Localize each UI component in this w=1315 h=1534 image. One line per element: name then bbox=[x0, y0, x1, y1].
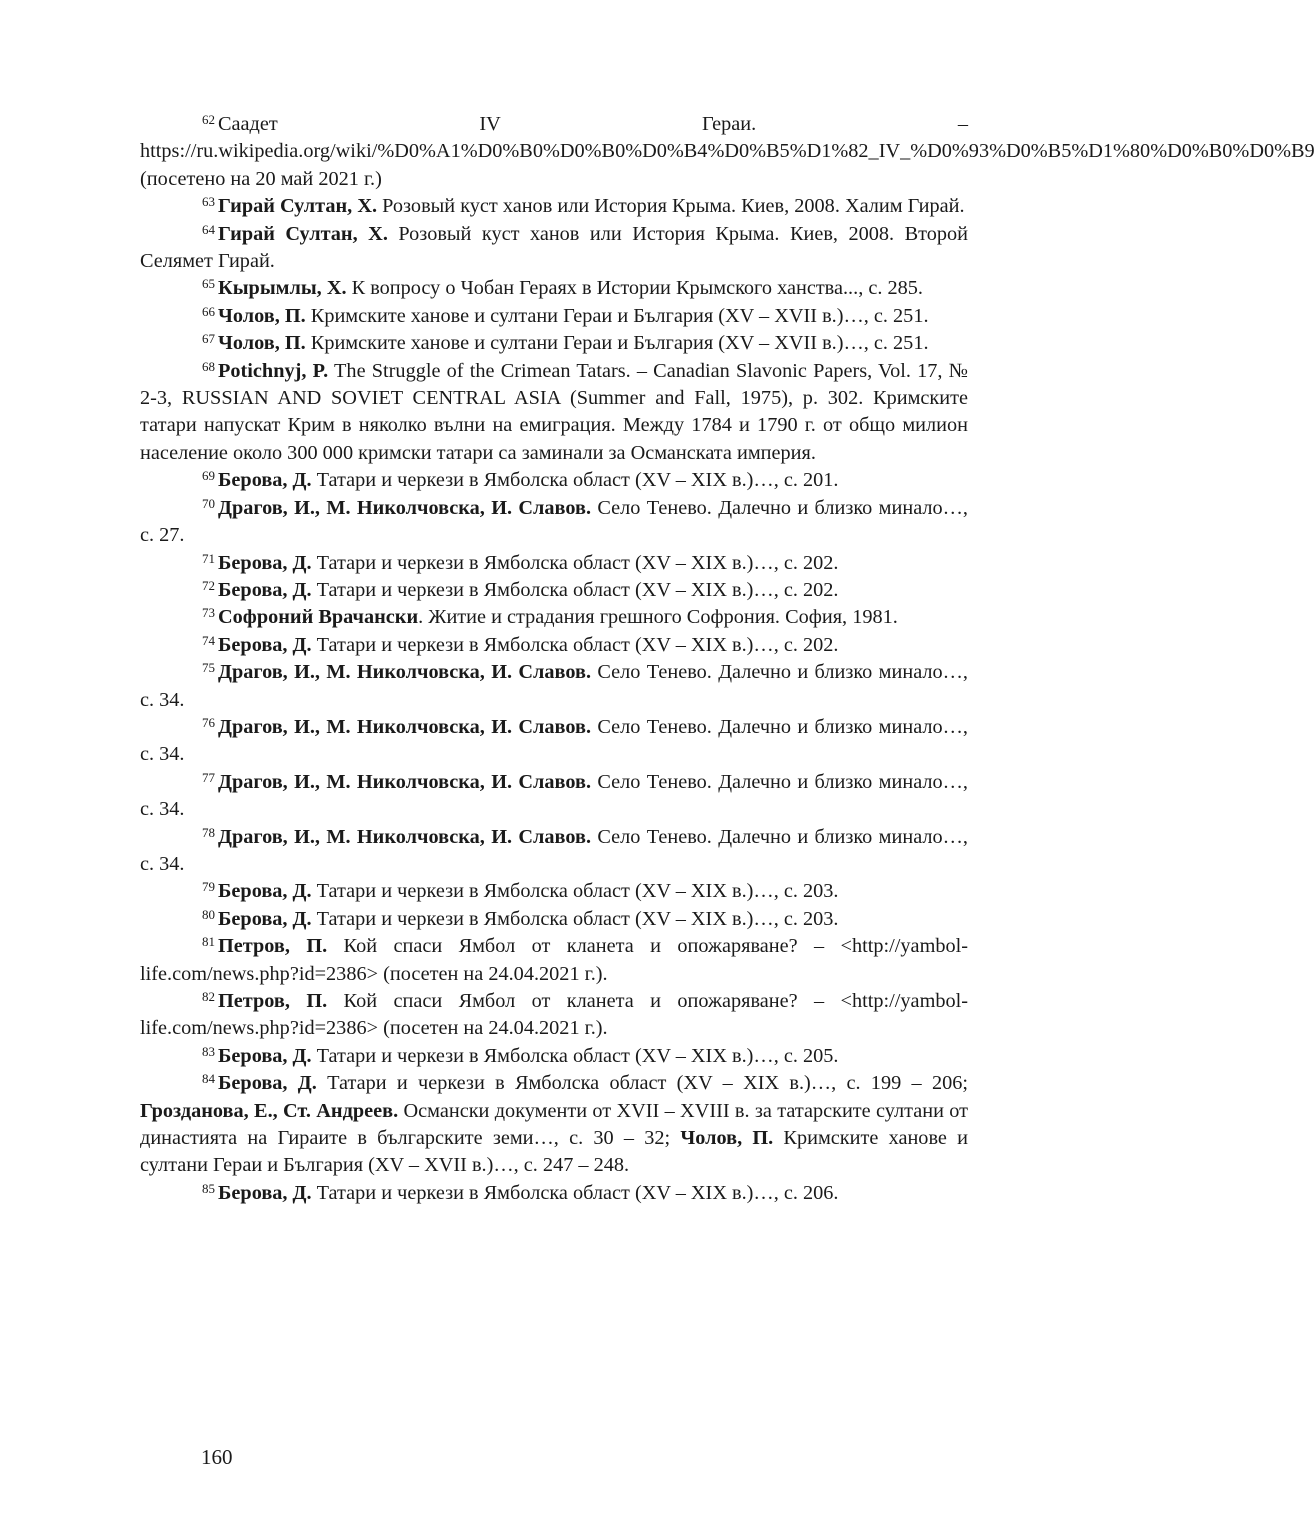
footnote-66 bbox=[140, 303, 968, 330]
footnote-author: Гирай Султан, Х. bbox=[218, 195, 378, 218]
footnote-text: . Житие и страдания грешного Софрония. София, 1981. bbox=[418, 606, 898, 629]
footnote-78 bbox=[140, 824, 968, 879]
footnote-72 bbox=[140, 577, 968, 604]
footnote-text: Татари и черкези в Ямболска област (XV – XIX в.)…, с. 202. bbox=[311, 633, 839, 656]
footnote-73 bbox=[140, 604, 968, 631]
footnote-number: 70 bbox=[202, 495, 215, 511]
footnote-author: Драгов, И., М. Николчовска, И. Славов. bbox=[218, 715, 592, 738]
footnote-author: Potichnyj, P. bbox=[218, 359, 329, 382]
footnote-author: Гирай Султан, Х. bbox=[218, 222, 388, 245]
footnote-text: Кой спаси Ямбол от кланета и опожаряване? – <http://yambol-life.com/news.php?id=2386> (посетен на 24.04.2021 г.). bbox=[140, 990, 969, 1040]
footnote-63 bbox=[140, 193, 968, 220]
footnote-number: 81 bbox=[202, 934, 215, 950]
footnote-74 bbox=[140, 632, 968, 659]
footnote-text: Татари и черкези в Ямболска област (XV – XIX в.)…, с. 202. bbox=[311, 578, 839, 601]
footnote-number: 63 bbox=[202, 194, 215, 210]
footnote-number: 82 bbox=[202, 989, 215, 1004]
footnote-85 bbox=[140, 1180, 968, 1207]
footnote-number: 76 bbox=[202, 714, 215, 730]
footnote-76 bbox=[140, 714, 968, 769]
footnote-number: 69 bbox=[202, 468, 215, 484]
footnote-number: 68 bbox=[202, 358, 215, 374]
footnote-author: Берова, Д. bbox=[218, 880, 312, 903]
footnote-author: Петров, П. bbox=[218, 990, 328, 1012]
footnote-65 bbox=[140, 275, 968, 302]
footnote-number: 72 bbox=[202, 577, 215, 593]
footnote-82 bbox=[140, 988, 968, 1043]
footnote-number: 79 bbox=[202, 879, 215, 895]
footnote-number: 84 bbox=[202, 1071, 215, 1087]
footnote-text: Османски документи от XVII – XVIII в. за татарските султани от династията на Гираите в българските земи…, с. 30 – 32; bbox=[140, 1099, 968, 1150]
footnote-84 bbox=[140, 1070, 968, 1180]
footnote-number: 80 bbox=[202, 906, 215, 922]
footnote-author: Чолов, П. bbox=[680, 1127, 774, 1150]
footnote-text: Село Тенево. Далечно и близко минало…, с. 34. bbox=[140, 770, 968, 821]
footnote-author: Петров, П. bbox=[218, 935, 328, 958]
footnote-text: Розовый куст ханов или История Крыма. Киев, 2008. Второй Селямет Гирай. bbox=[140, 222, 968, 273]
footnote-81 bbox=[140, 933, 968, 988]
footnote-text: Кримските ханове и султани Гераи и България (XV – XVII в.)…, с. 247 – 248. bbox=[140, 1127, 968, 1177]
footnote-text: Татари и черкези в Ямболска област (XV – XIX в.)…, с. 199 – 206; bbox=[316, 1072, 968, 1095]
footnote-author: Берова, Д. bbox=[218, 469, 312, 492]
footnote-text: Село Тенево. Далечно и близко минало…, с. 34. bbox=[140, 661, 968, 711]
footnotes-block bbox=[140, 111, 1315, 1207]
footnote-author: Кырымлы, Х. bbox=[218, 277, 347, 300]
footnote-text: Саадет IV Гераи. – https://ru.wikipedia.org/wiki/%D0%A1%D0%B0%D0%B0%D0%B4%D0%B5%D1%82_IV_%D0%93%D0%B5%D1%80%D0%B0%D0%B9 (посетено на 20 май 2021 г.) bbox=[140, 113, 1315, 190]
footnote-number: 75 bbox=[202, 660, 215, 676]
footnote-text: Татари и черкези в Ямболска област (XV – XIX в.)…, с. 206. bbox=[311, 1181, 839, 1204]
footnote-author: Драгов, И., М. Николчовска, И. Славов. bbox=[218, 825, 592, 848]
footnote-text: Село Тенево. Далечно и близко минало…, с. 34. bbox=[140, 715, 968, 766]
footnote-text: Татари и черкези в Ямболска област (XV – XIX в.)…, с. 205. bbox=[311, 1044, 839, 1067]
footnote-number: 77 bbox=[202, 769, 215, 785]
footnote-author: Чолов, П. bbox=[218, 332, 306, 355]
footnote-text: Кримските ханове и султани Гераи и България (XV – XVII в.)…, с. 251. bbox=[305, 332, 929, 355]
footnote-number: 74 bbox=[202, 632, 215, 648]
footnote-number: 78 bbox=[202, 824, 215, 840]
footnote-number: 66 bbox=[202, 303, 215, 319]
footnote-number: 62 bbox=[202, 112, 215, 127]
footnote-author: Софроний Врачански bbox=[218, 606, 419, 629]
footnote-number: 85 bbox=[202, 1180, 215, 1196]
footnote-69 bbox=[140, 467, 968, 494]
footnote-author: Берова, Д. bbox=[218, 633, 312, 656]
footnote-author: Грозданова, Е., Ст. Андреев. bbox=[140, 1099, 399, 1122]
footnote-62 bbox=[140, 111, 1315, 193]
footnote-text: Татари и черкези в Ямболска област (XV – XIX в.)…, с. 203. bbox=[311, 880, 839, 903]
footnote-author: Чолов, П. bbox=[218, 304, 306, 327]
footnote-author: Берова, Д. bbox=[218, 1181, 312, 1204]
footnote-text: Село Тенево. Далечно и близко минало…, с. 34. bbox=[140, 825, 968, 875]
footnote-author: Драгов, И., М. Николчовска, И. Славов. bbox=[218, 496, 592, 519]
footnote-author: Драгов, И., М. Николчовска, И. Славов. bbox=[218, 661, 592, 684]
footnote-79 bbox=[140, 878, 968, 905]
page-number: 160 bbox=[201, 1445, 233, 1469]
footnote-text: Татари и черкези в Ямболска област (XV – XIX в.)…, с. 203. bbox=[311, 907, 839, 930]
footnote-83 bbox=[140, 1043, 968, 1070]
footnote-text: Кой спаси Ямбол от кланета и опожаряване? – <http://yambol-life.com/news.php?id=2386> (посетен на 24.04.2021 г.). bbox=[140, 935, 969, 985]
footnote-author: Берова, Д. bbox=[218, 578, 312, 601]
footnote-author: Берова, Д. bbox=[218, 1072, 317, 1095]
footnote-70 bbox=[140, 495, 968, 550]
footnote-number: 73 bbox=[202, 605, 215, 621]
footnote-text: Татари и черкези в Ямболска област (XV – XIX в.)…, с. 201. bbox=[311, 469, 839, 492]
footnote-number: 64 bbox=[202, 221, 215, 237]
footnote-text: Татари и черкези в Ямболска област (XV – XIX в.)…, с. 202. bbox=[311, 551, 839, 574]
footnote-number: 83 bbox=[202, 1043, 215, 1059]
footnote-80 bbox=[140, 906, 968, 933]
footnote-number: 71 bbox=[202, 550, 215, 566]
footnote-text: К вопросу о Чобан Гераях в Истории Крымского ханства..., с. 285. bbox=[346, 277, 923, 300]
footnote-number: 67 bbox=[202, 331, 215, 347]
footnote-71 bbox=[140, 550, 968, 577]
footnote-68 bbox=[140, 358, 968, 468]
footnote-text: Розовый куст ханов или История Крыма. Киев, 2008. Халим Гирай. bbox=[377, 195, 965, 218]
footnote-67 bbox=[140, 330, 968, 357]
footnote-text: Кримските ханове и султани Гераи и България (XV – XVII в.)…, с. 251. bbox=[305, 304, 929, 327]
footnote-number: 65 bbox=[202, 276, 215, 292]
footnote-77 bbox=[140, 769, 968, 824]
footnote-text: The Struggle of the Crimean Tatars. – Canadian Slavonic Papers, Vol. 17, № 2-3, RUSSIAN AND SOVIET CENTRAL ASIA (Summer and Fall, 1975), p. 302. Кримските татари напускат Крим в няколко вълни на емиграция. Между 1784 и 1790 г. от общо милион население около 300 000 кримски татари са заминали за Османската империя. bbox=[140, 359, 968, 464]
footnote-text: Село Тенево. Далечно и близко минало…, с. 27. bbox=[140, 496, 968, 547]
footnote-64 bbox=[140, 221, 968, 276]
footnote-author: Драгов, И., М. Николчовска, И. Славов. bbox=[218, 770, 592, 793]
footnote-author: Берова, Д. bbox=[218, 1044, 312, 1067]
footnote-75 bbox=[140, 659, 968, 714]
footnote-author: Берова, Д. bbox=[218, 551, 312, 574]
footnote-author: Берова, Д. bbox=[218, 907, 312, 930]
